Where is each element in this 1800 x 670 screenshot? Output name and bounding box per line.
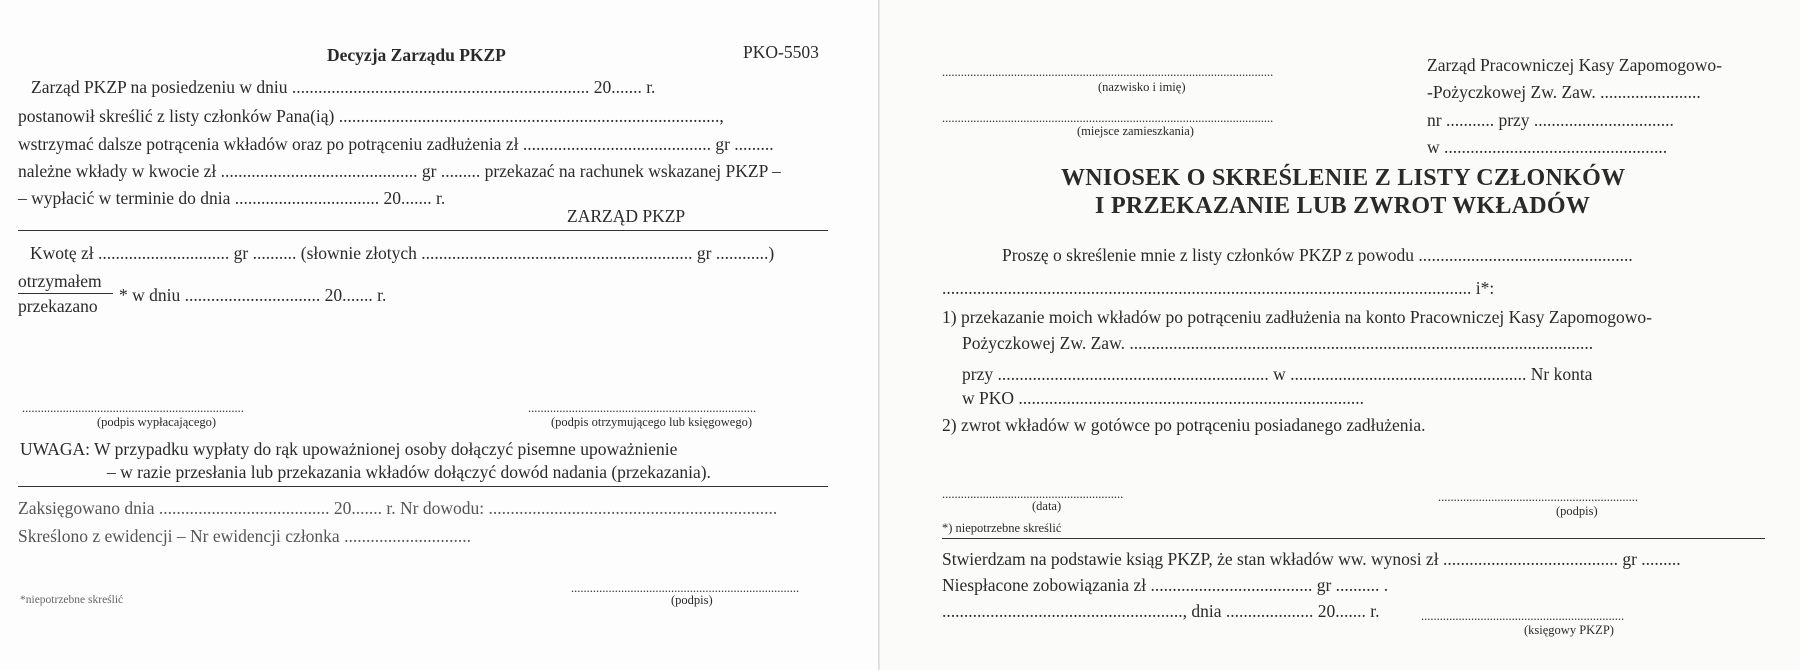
option-1-line-3: przy .............................................................. w ...................................................... Nr konta: [962, 364, 1593, 384]
decision-line-2: postanowił skreślić z listy członków Pana(ią) .......................................................................................,: [18, 106, 724, 126]
payment-date-line: * w dniu ............................... 20....... r.: [119, 285, 387, 305]
payer-signature-dots: .......................................................................: [22, 401, 244, 415]
divider: [18, 486, 828, 487]
recipient-line-3: nr ........... przy ................................: [1427, 110, 1674, 130]
decision-line-4: należne wkłady w kwocie zł ............................................. gr ......... przekazać na rachunek wskazanej PKZP –: [18, 161, 781, 181]
amount-line: Kwotę zł .............................. gr .......... (słownie złotych .............................................................. gr ............): [30, 243, 775, 263]
address-label: (miejsce zamieszkania): [1077, 124, 1194, 138]
divider: [18, 230, 828, 231]
signature-dots: .........................................................................: [571, 581, 800, 595]
recipient-line-4: w ...................................................: [1427, 137, 1668, 157]
booked-line: Zaksięgowano dnia ....................................... 20....... r. Nr dowodu: ..................................................................: [18, 498, 778, 518]
board-label: ZARZĄD PKZP: [567, 206, 686, 226]
name-label: (nazwisko i imię): [1098, 80, 1186, 94]
right-footnote: *) niepotrzebne skreślić: [942, 521, 1062, 535]
confirmation-line-1: Stwierdzam na podstawie ksiąg PKZP, że stan wkładów ww. wynosi zł ........................................ gr .........: [942, 549, 1681, 569]
accountant-signature-dots: .................................................................: [1421, 609, 1625, 623]
left-page: [0, 0, 880, 670]
confirmation-line-2: Niespłacone zobowiązania zł ..................................... gr .......... .: [942, 575, 1389, 595]
date-dots: ..........................................................: [942, 487, 1124, 501]
form-code: PKO-5503: [743, 42, 819, 62]
request-line-1: Proszę o skreślenie mnie z listy członków PKZP z powodu .................................................: [1002, 245, 1633, 265]
option-1-line-2: Pożyczkowej Zw. Zaw. ..........................................................................................................: [962, 333, 1594, 353]
confirmation-line-3: ......................................................., dnia .................... 20....... r.: [942, 601, 1380, 621]
divider: [942, 538, 1765, 539]
request-line-2: ......................................................................................................................... i*:: [942, 278, 1495, 298]
left-title: Decyzja Zarządu PKZP: [327, 45, 506, 65]
received-label: otrzymałem: [18, 271, 102, 291]
applicant-signature-dots: ................................................................: [1438, 490, 1638, 504]
recipient-line-1: Zarząd Pracowniczej Kasy Zapomogowo-: [1427, 55, 1722, 75]
removed-line: Skreślono z ewidencji – Nr ewidencji członka .............................: [18, 526, 471, 546]
date-label: (data): [1032, 499, 1062, 513]
left-footnote: *niepotrzebne skreślić: [20, 594, 124, 606]
receiver-signature-label: (podpis otrzymującego lub księgowego): [551, 415, 752, 429]
option-1-line-4: w PKO ...............................................................................: [962, 388, 1365, 408]
applicant-signature-label: (podpis): [1556, 504, 1598, 518]
payer-signature-label: (podpis wypłacającego): [97, 415, 217, 429]
decision-line-5: – wypłacić w terminie do dnia ................................. 20....... r.: [18, 188, 446, 208]
recipient-line-2: -Pożyczkowej Zw. Zaw. .......................: [1427, 82, 1701, 102]
transferred-label: przekazano: [18, 296, 98, 316]
option-1-line-1: 1) przekazanie moich wkładów po potrąceniu zadłużenia na konto Pracowniczej Kasy Zapomogowo-: [942, 307, 1652, 327]
note-line-1: UWAGA: W przypadku wypłaty do rąk upoważnionej osoby dołączyć pisemne upoważnienie: [20, 439, 678, 459]
receiver-signature-dots: .........................................................................: [528, 401, 757, 415]
accountant-signature-label: (księgowy PKZP): [1524, 623, 1614, 637]
form-heading-1: WNIOSEK O SKREŚLENIE Z LISTY CZŁONKÓW: [1061, 165, 1626, 191]
signature-label: (podpis): [671, 593, 713, 607]
note-line-2: – w razie przesłania lub przekazania wkładów dołączyć dowód nadania (przekazania).: [107, 462, 711, 482]
decision-line-1: Zarząd PKZP na posiedzeniu w dniu .................................................................... 20....... r.: [31, 77, 656, 97]
decision-line-3: wstrzymać dalsze potrącenia wkładów oraz po potrąceniu zadłużenia zł ........................................... gr .........: [18, 134, 774, 154]
name-dots: ..........................................................................................................: [942, 65, 1274, 79]
form-heading-2: I PRZEKAZANIE LUB ZWROT WKŁADÓW: [1095, 193, 1591, 219]
option-2-line: 2) zwrot wkładów w gotówce po potrąceniu posiadanego zadłużenia.: [942, 415, 1426, 435]
fraction-line: [18, 293, 113, 294]
address-dots: ..........................................................................................................: [942, 111, 1274, 125]
right-page: [880, 0, 1800, 670]
